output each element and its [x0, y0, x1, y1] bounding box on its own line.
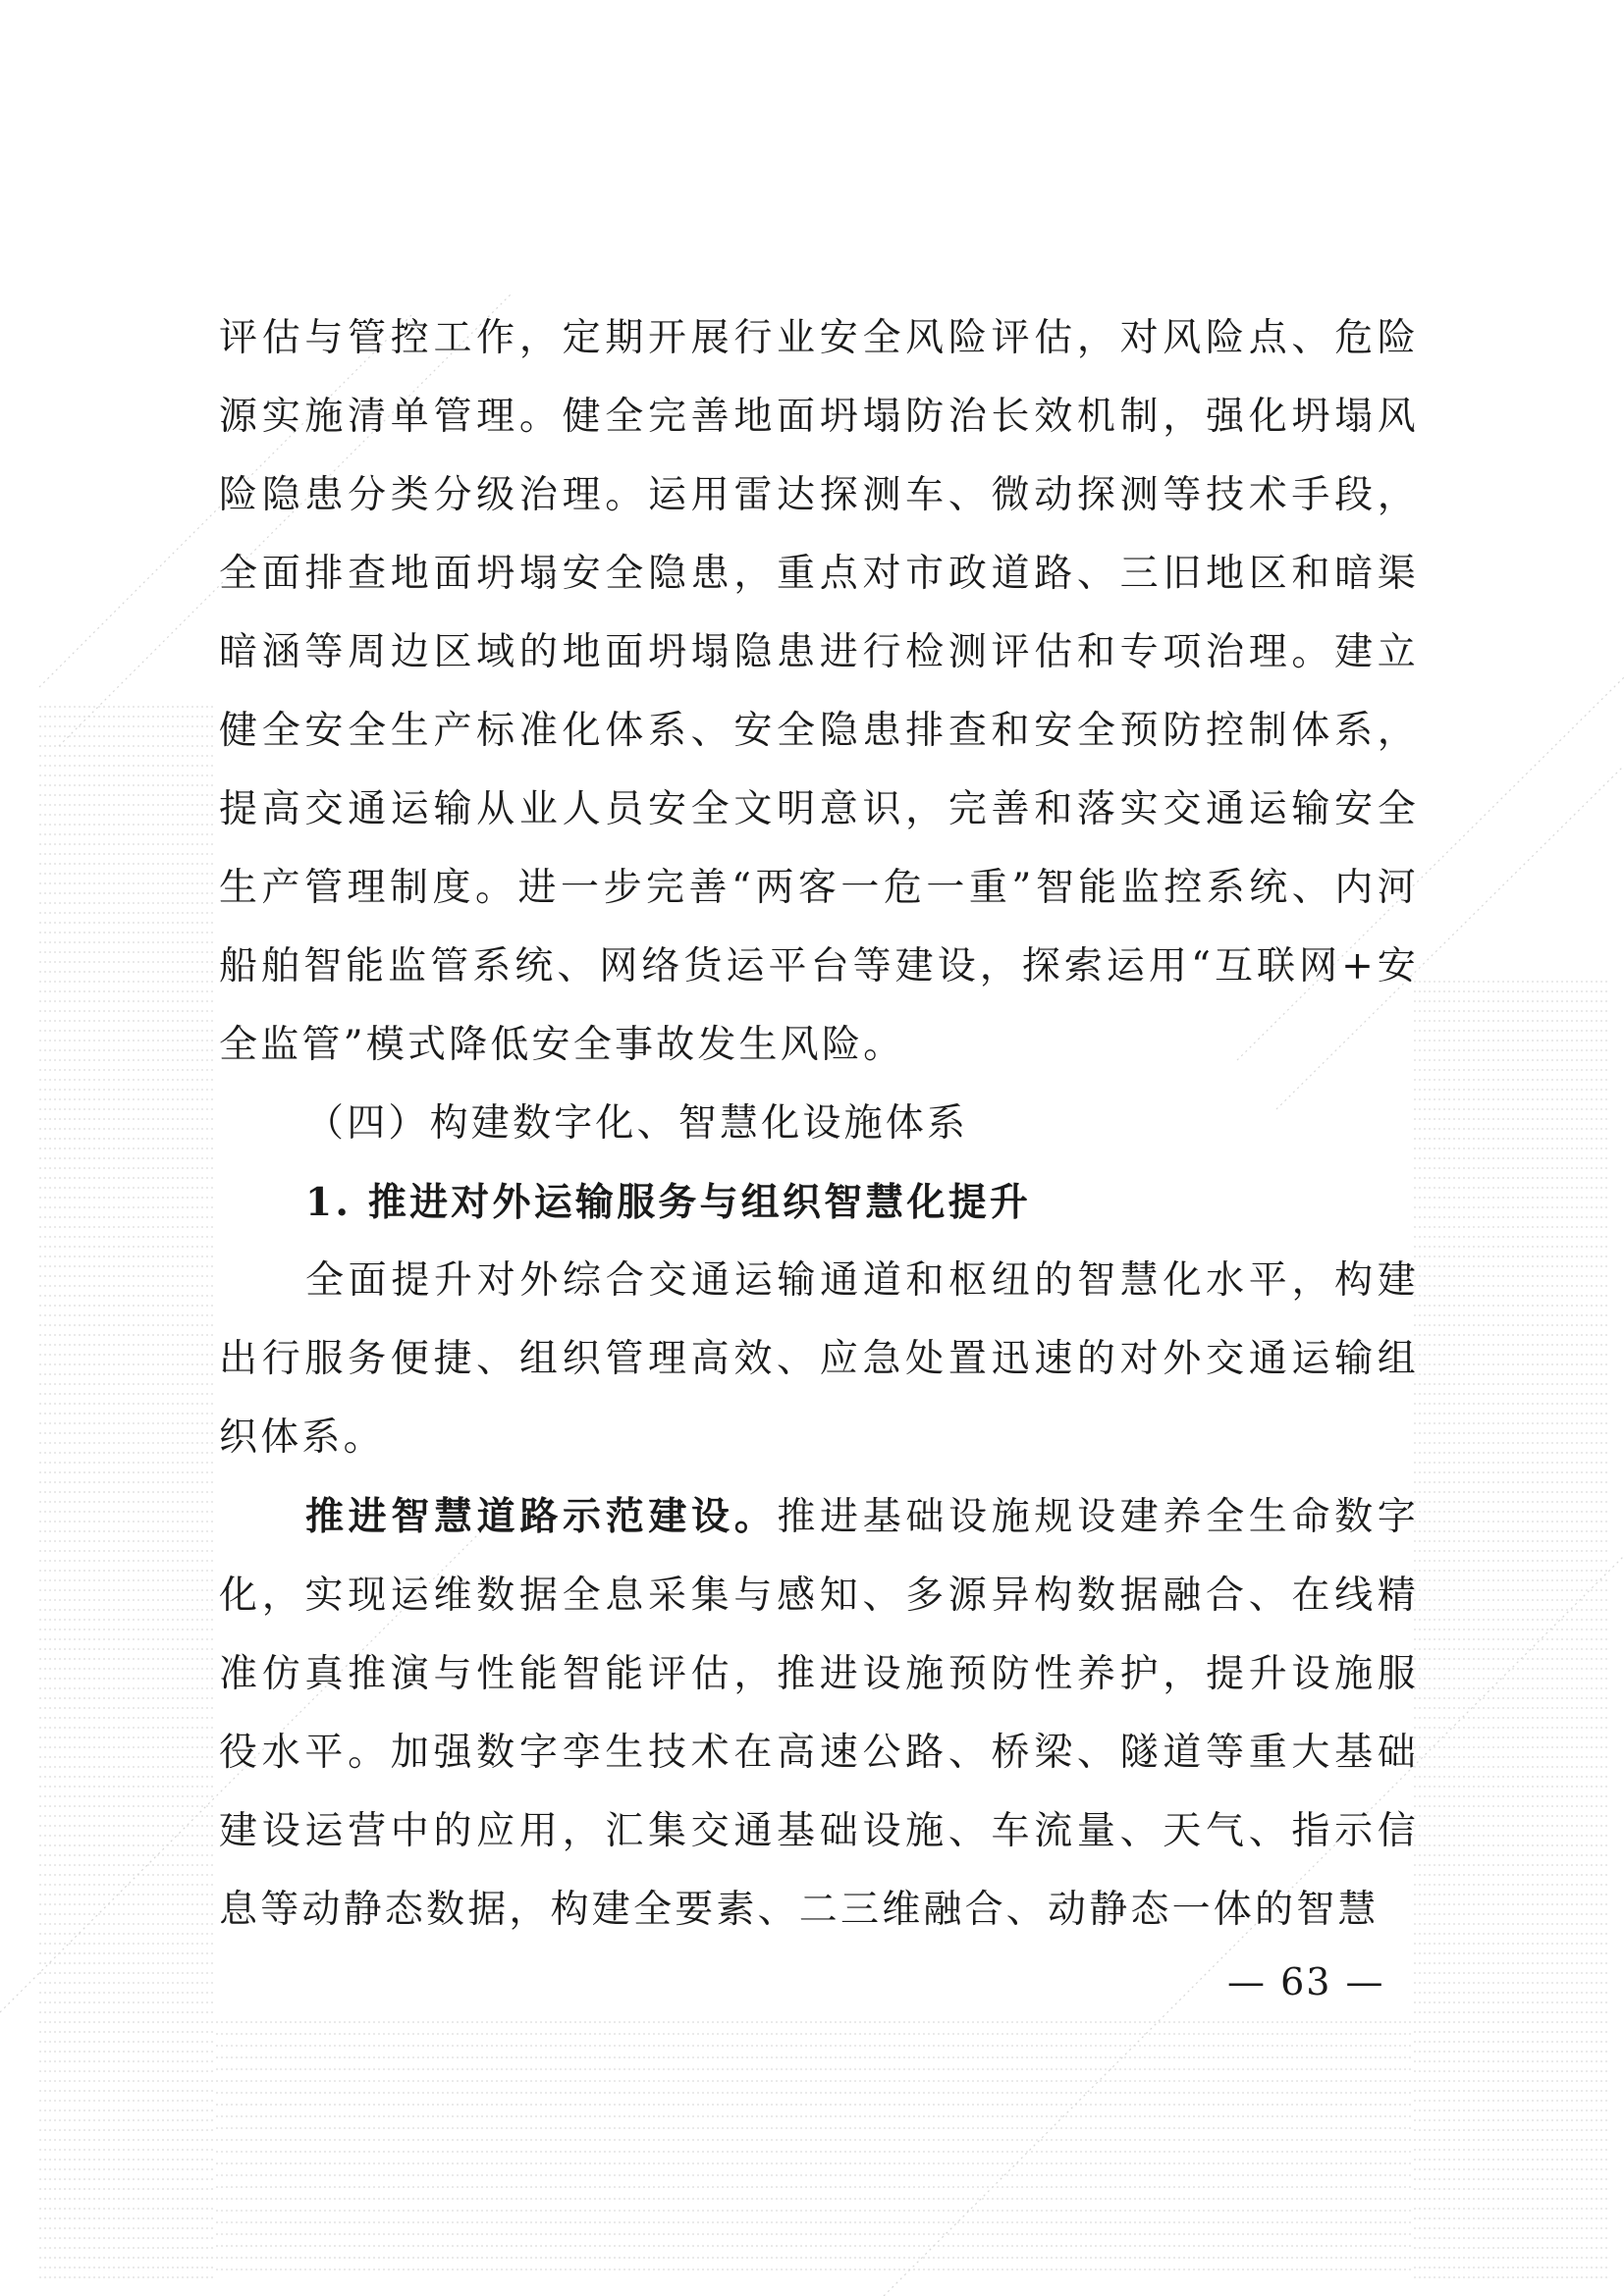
item-paragraph — [219, 1477, 1419, 1949]
page-number: — 63 — — [1227, 1960, 1385, 2003]
item-text: 推进基础设施规设建养全生命数字化，实现运维数据全息采集与感知、多源异构数据融合、在线精准仿真推演与性能智能评估，推进设施预防性养护，提升设施服役水平。加强数字孪生技术在高速公路、桥梁、隧道等重大基础建设运营中的应用，汇集交通基础设施、车流量、天气、指示信息等动静态数据，构建全要素、二三维融合、动静态一体的智慧 — [219, 1495, 1419, 1932]
body-paragraph: 评估与管控工作，定期开展行业安全风险评估，对风险点、危险源实施清单管理。健全完善地面坍塌防治长效机制，强化坍塌风险隐患分类分级治理。运用雷达探测车、微动探测等技术手段，全面排查地面坍塌安全隐患，重点对市政道路、三旧地区和暗渠暗涵等周边区域的地面坍塌隐患进行检测评估和专项治理。建立健全安全生产标准化体系、安全隐患排查和安全预防控制体系，提高交通运输从业人员安全文明意识，完善和落实交通运输安全生产管理制度。进一步完善“两客一危一重”智能监控系统、内河船舶智能监管系统、网络货运平台等建设，探索运用“互联网+安全监管”模式降低安全事故发生风险。 — [219, 316, 1419, 1067]
item-lead: 推进智慧道路示范建设。 — [305, 1494, 778, 1539]
subsection-paragraph: 全面提升对外综合交通运输通道和枢纽的智慧化水平，构建出行服务便捷、组织管理高效、应急处置迅速的对外交通运输组织体系。 — [219, 1258, 1419, 1460]
document-body — [219, 299, 1419, 1949]
subsection-heading: 1. 推进对外运输服务与组织智慧化提升 — [305, 1180, 1032, 1225]
section-heading: （四）构建数字化、智慧化设施体系 — [305, 1101, 969, 1146]
